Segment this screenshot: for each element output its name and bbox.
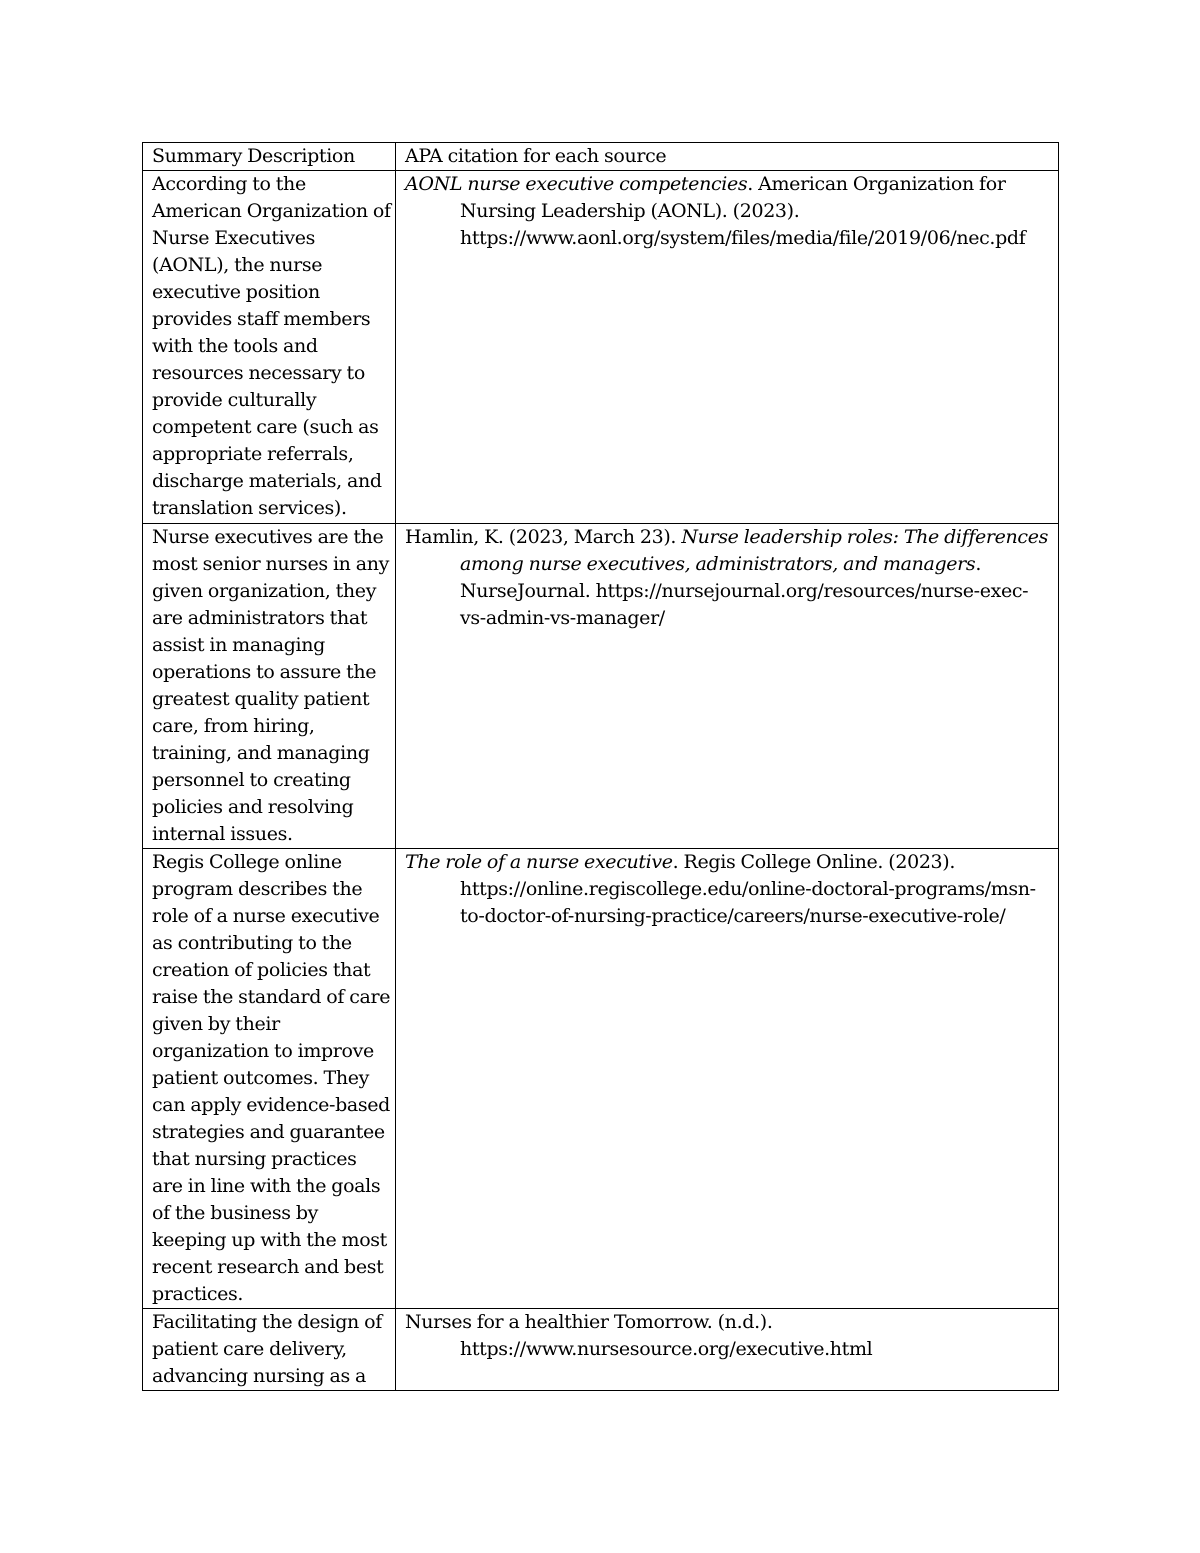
summary-cell: Nurse executives are the most senior nurses in any given organization, they are administrators that assist in managing operations to assure the greatest quality patient care, from hiring, training, and managing personnel to creating policies and resolving internal issues. (143, 524, 396, 849)
citation-prefix: Nurses for a healthier Tomorrow. (n.d.). https://www.nursesource.org/executive.html (405, 1311, 873, 1360)
header-apa-citation: APA citation for each source (396, 143, 1059, 171)
citation-details: . NurseJournal. https://nursejournal.org/resources/nurse-exec-vs-admin-vs-manager/ (460, 553, 1029, 629)
citation-title: The role of a nurse executive (405, 851, 673, 873)
citation-title: Nurse leadership roles: The differences among nurse executives, administrators, and managers (460, 526, 1049, 575)
citation-details: . Regis College Online. (2023). https://online.regiscollege.edu/online-doctoral-programs/msn-to-doctor-of-nursing-practice/careers/nurse-executive-role/ (460, 851, 1036, 927)
summary-text-clipped: Facilitating the design of patient care delivery, advancing nursing as a (152, 1311, 382, 1387)
table-row (143, 849, 1059, 1309)
summary-cell: According to the American Organization of Nurse Executives (AONL), the nurse executive position provides staff members with the tools and resources necessary to provide culturally competent care (such as appropriate referrals, discharge materials, and translation services). (143, 171, 396, 524)
citation-details: . American Organization for Nursing Leadership (AONL). (2023). https://www.aonl.org/system/files/media/file/2019/06/nec.pdf (460, 173, 1026, 249)
table-header-row (143, 143, 1059, 171)
table-row (143, 524, 1059, 849)
citation-table (142, 142, 1059, 1391)
header-summary-description: Summary Description (143, 143, 396, 171)
citation-cell (396, 1309, 1059, 1391)
citation-cell (396, 524, 1059, 849)
citation-cell (396, 171, 1059, 524)
citation-prefix: Hamlin, K. (2023, March 23). (405, 526, 682, 548)
table-row (143, 171, 1059, 524)
citation-title: AONL nurse executive competencies (405, 173, 748, 195)
citation-cell (396, 849, 1059, 1309)
summary-cell (143, 1309, 396, 1391)
summary-cell: Regis College online program describes the role of a nurse executive as contributing to the creation of policies that raise the standard of care given by their organization to improve patient outcomes. They can apply evidence-based strategies and guarantee that nursing practices are in line with the goals of the business by keeping up with the most recent research and best practices. (143, 849, 396, 1309)
table-row (143, 1309, 1059, 1391)
